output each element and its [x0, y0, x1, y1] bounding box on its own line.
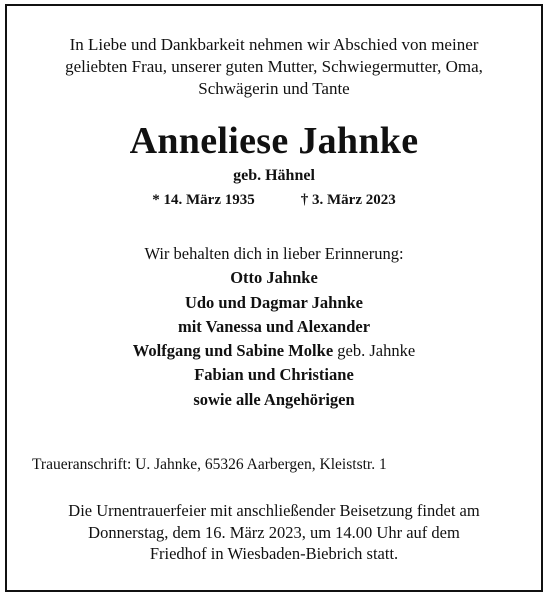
- death-date: † 3. März 2023: [300, 192, 396, 208]
- mourners-list: [7, 242, 541, 412]
- birth-date: * 14. März 1935: [152, 192, 255, 208]
- mourner-line-3: mit Vanessa und Alexander: [177, 316, 371, 336]
- mourner-line-6: sowie alle Angehörigen: [193, 389, 355, 409]
- intro-text: [7, 34, 541, 100]
- ceremony-line-1: Die Urnentrauerfeier mit anschließender Beisetzung findet am: [68, 501, 480, 520]
- deceased-name: Anneliese Jahnke: [129, 120, 419, 162]
- obituary-notice: [5, 4, 543, 592]
- mourner-line-2: Udo und Dagmar Jahnke: [184, 292, 364, 312]
- mourners-intro: Wir behalten dich in lieber Erinnerung:: [144, 244, 404, 263]
- intro-line-2: geliebten Frau, unserer guten Mutter, Schwiegermutter, Oma,: [65, 57, 483, 76]
- ceremony-line-2: Donnerstag, dem 16. März 2023, um 14.00 Uhr auf dem: [88, 522, 460, 542]
- maiden-name: geb. Hähnel: [233, 167, 315, 184]
- life-dates: [7, 190, 541, 210]
- mourner-line-4-names: Wolfgang und Sabine Molke: [132, 341, 334, 361]
- intro-line-1: In Liebe und Dankbarkeit nehmen wir Abschied von meiner: [69, 35, 479, 54]
- ceremony-line-3: Friedhof in Wiesbaden-Biebrich statt.: [149, 544, 399, 563]
- mourner-line-1: Otto Jahnke: [230, 268, 318, 288]
- ceremony-details: [7, 500, 541, 565]
- intro-line-3: Schwägerin und Tante: [198, 79, 350, 98]
- mourner-line-4-maiden: geb. Jahnke: [337, 341, 416, 361]
- mourner-line-4: [7, 339, 541, 363]
- mourning-address: Traueranschrift: U. Jahnke, 65326 Aarbergen, Kleiststr. 1: [32, 456, 387, 473]
- mourner-line-5: Fabian und Christiane: [194, 365, 354, 385]
